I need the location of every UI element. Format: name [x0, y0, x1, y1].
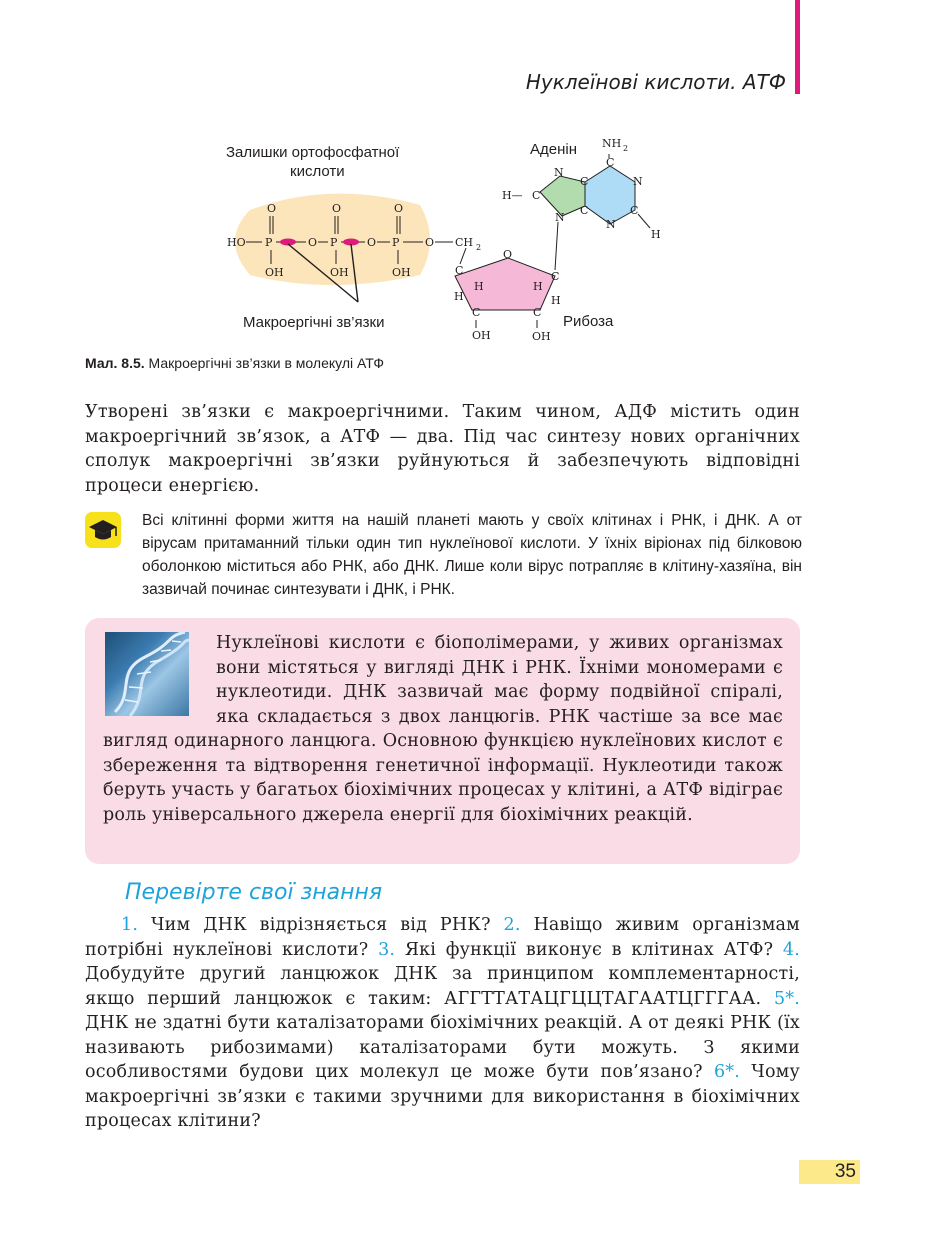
atom-ho: HO [227, 236, 246, 249]
atom-ribose-h2: H [533, 280, 543, 293]
atom-p1: P [265, 236, 273, 249]
question-4-number: 4. [782, 939, 800, 960]
check-knowledge-title: Перевірте свої знання [125, 880, 383, 905]
atom-ribose-h4: H [454, 290, 464, 303]
adenine-six-ring [585, 166, 635, 224]
atom-o-bridge3: O [425, 236, 435, 249]
atom-ribose-oh2: OH [532, 330, 551, 343]
paragraph-macroergic: Утворені зв’язки є макроергічними. Таким чином, АДФ містить один макроергічний зв’язок, а АТФ — два. Під час синтезу нових органічних сполук макроергічні зв’язки руйнуються й забезпечують відповідні процеси енергією. [85, 402, 800, 496]
question-4: Добудуйте другий ланцюжок ДНК за принципом комплементарності, якщо перший ланцюжок є таким: АГГТТАТАЦГЦЦТАГААТЦГГГАА. [85, 964, 800, 1009]
question-2: Навіщо живим організмам потрібні нуклеїнові кислоти? [85, 915, 800, 960]
atom-o1: O [267, 202, 277, 215]
phosphate-label: Залишки ортофосфатної [226, 144, 400, 161]
running-header: Нуклеїнові кислоти. АТФ [525, 70, 786, 94]
page-number: 35 [799, 1160, 860, 1184]
atom-adenine-c2: C [630, 204, 639, 217]
atom-adenine-n7: N [554, 166, 564, 179]
atom-ch2: CH [455, 236, 474, 249]
question-5-number: 5*. [773, 988, 800, 1009]
atom-ribose-o: O [503, 248, 513, 261]
atom-ch2-sub: 2 [476, 243, 482, 252]
adenine-five-ring [540, 176, 585, 216]
atom-adenine-n3: N [606, 218, 616, 231]
caption-text: Макроергічні зв’язки в молекулі АТФ [144, 355, 384, 371]
atp-molecule-figure [210, 130, 690, 350]
ribose-label: Рибоза [563, 313, 614, 330]
atom-p3: P [392, 236, 400, 249]
atom-o3: O [394, 202, 404, 215]
atom-ribose-c1: C [551, 270, 560, 283]
virus-note: Всі клітинні форми життя на нашій планеті мають у своїх клітинах і РНК, і ДНК. А от вірусам притаманний тільки один тип нуклеїнової кислоти. У їхніх віріонах під білковою оболонкою міститься або РНК, або ДНК. Лише коли вірус потрапляє в клітину-хазяїна, він зазвичай починає синтезувати і ДНК, і РНК. [142, 512, 802, 598]
question-1: Чим ДНК відрізняється від РНК? [138, 915, 504, 935]
questions-block [85, 913, 800, 1134]
summary-text-block [103, 631, 783, 827]
summary-text: Нуклеїнові кислоти є біополімерами, у живих організмах вони містяться у вигляді ДНК і РНК. Їхніми мономерами є нуклеотиди. ДНК зазвичай має форму подвійної спіралі, яка складається з двох ланцюгів. РНК частіше за все має вигляд одинарного ланцюга. Основною функцією нуклеїнових кислот є збереження та відтворення генетичної інформації. Нуклеотиди також беруть участь у багатьох біохімічних процесах у клітині, а АТФ відіграє роль універсального джерела енергії для біохімічних реакцій. [103, 633, 783, 825]
atom-ribose-h1: H [551, 294, 561, 307]
graduation-cap-icon [85, 512, 121, 548]
phosphate-label-2: кислоти [290, 163, 345, 180]
atom-oh1: OH [265, 266, 284, 279]
caption-label: Мал. 8.5. [85, 355, 145, 371]
header-accent-bar [795, 0, 800, 94]
atom-p2: P [330, 236, 338, 249]
atom-nh2-sub: 2 [623, 144, 629, 153]
question-6-number: 6*. [713, 1062, 740, 1082]
question-3: Які функції виконує в клітинах АТФ? [395, 939, 783, 960]
question-1-number: 1. [121, 915, 139, 935]
atom-o-bridge1: O [308, 236, 318, 249]
atom-oh3: OH [392, 266, 411, 279]
question-6: Чому макроергічні зв’язки є такими зручними для використання в біохімічних процесах клітини? [85, 1062, 800, 1131]
atom-adenine-n9: N [555, 211, 565, 224]
atom-adenine-c4: C [580, 204, 589, 217]
question-2-number: 2. [503, 915, 521, 935]
atp-structure-svg [210, 130, 690, 350]
question-3-number: 3. [378, 939, 396, 960]
atom-o-bridge2: O [367, 236, 377, 249]
atom-ribose-h3: H [474, 280, 484, 293]
adenine-label: Аденін [530, 141, 577, 158]
atom-adenine-h2: H [651, 228, 661, 241]
atom-adenine-c6: C [606, 156, 615, 169]
figure-caption [85, 355, 384, 371]
atom-ribose-oh3: OH [472, 329, 491, 342]
atom-ribose-c2: C [533, 306, 542, 319]
macroergic-bonds-label: Макроергічні зв’язки [243, 314, 385, 331]
atom-ribose-c3: C [472, 306, 481, 319]
atom-adenine-hc: H— [502, 189, 523, 202]
atom-o2: O [332, 202, 342, 215]
atom-adenine-c5: C [580, 175, 589, 188]
atom-nh2: NH [602, 137, 622, 150]
question-5: ДНК не здатні бути каталізаторами біохімічних реакцій. А от деякі РНК (їх називають рибозимами) каталізаторами бути можуть. З якими особливостями будови цих молекул це може бути пов’язано? [85, 1013, 800, 1082]
atom-adenine-c8: C [532, 189, 541, 202]
atom-oh2: OH [330, 266, 349, 279]
atom-ribose-c4: C [455, 264, 464, 277]
atom-adenine-n1: N [633, 175, 643, 188]
